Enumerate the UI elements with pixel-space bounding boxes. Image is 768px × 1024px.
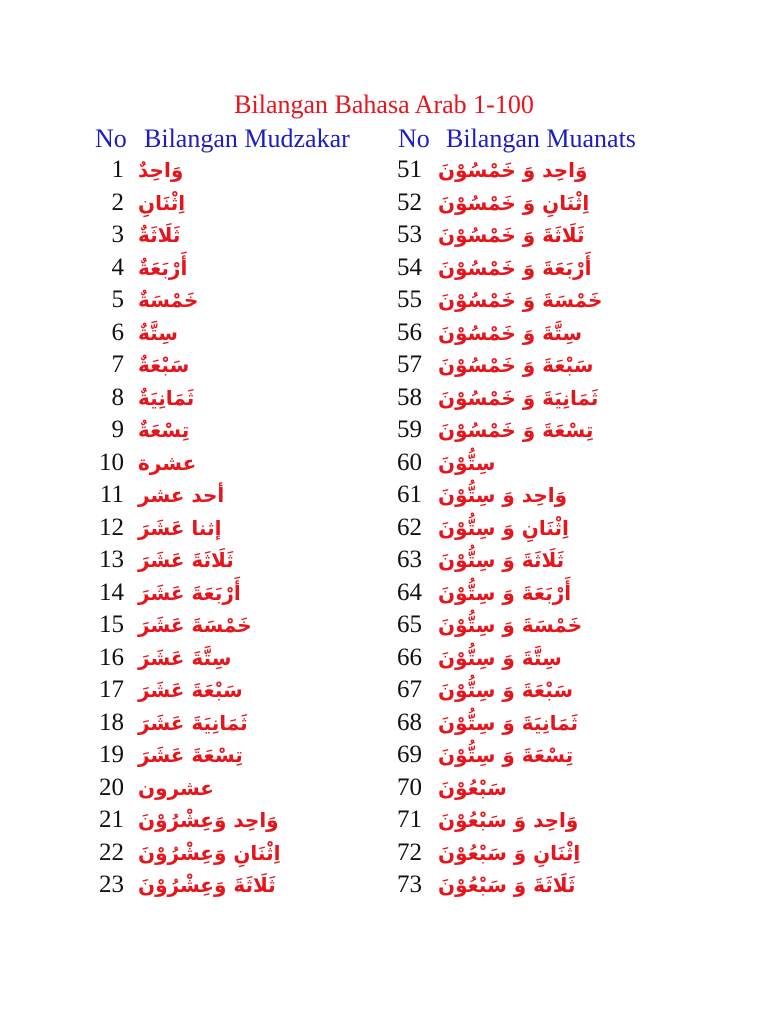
list-item	[94, 512, 434, 545]
arabic-number-word: خَمْسَةَ عَشَرَ	[138, 613, 252, 637]
row-number: 20	[99, 773, 124, 801]
list-item	[94, 317, 434, 350]
arabic-number-word: اِثْنَانِ	[138, 190, 186, 215]
row-number: 21	[99, 806, 124, 833]
row-number: 57	[397, 351, 422, 378]
row-number: 70	[397, 773, 422, 801]
list-item	[392, 219, 732, 252]
list-item	[94, 739, 434, 772]
arabic-number-word: سَبْعَةَ وَ خَمْسُوْنَ	[438, 353, 594, 377]
row-number: 55	[397, 286, 422, 313]
list-item	[392, 707, 732, 740]
arabic-number-word: سِتَّةَ عَشَرَ	[138, 645, 232, 670]
arabic-number-word: عشرون	[138, 775, 214, 800]
list-item	[392, 674, 732, 707]
arabic-number-word: سَبْعُوْنَ	[438, 775, 507, 800]
column-header-mudzakar: Bilangan Mudzakar	[144, 124, 350, 153]
row-number: 12	[99, 513, 124, 541]
list-item	[94, 544, 434, 577]
list-item	[392, 804, 732, 837]
list-item	[392, 772, 732, 805]
row-number: 6	[111, 318, 124, 346]
row-number: 8	[111, 383, 124, 411]
row-number: 61	[397, 481, 422, 508]
arabic-number-word: ثَلَاثَةَ عَشَرَ	[138, 548, 234, 572]
row-number: 62	[397, 513, 422, 541]
mudzakar-list	[94, 154, 434, 902]
row-number: 11	[99, 481, 124, 508]
list-item	[94, 187, 434, 220]
row-number: 59	[397, 416, 422, 443]
arabic-number-word: تِسْعَةَ وَ سِتُّوْنَ	[438, 743, 574, 767]
row-number: 68	[397, 708, 422, 736]
list-item	[392, 739, 732, 772]
list-item	[94, 869, 434, 902]
arabic-number-word: تِسْعَةَ عَشَرَ	[138, 743, 243, 767]
list-item	[94, 219, 434, 252]
arabic-number-word: سِتَّةَ وَ خَمْسُوْنَ	[438, 320, 583, 345]
arabic-number-word: أَرْبَعَةٌ	[138, 255, 188, 280]
row-number: 7	[111, 351, 124, 378]
arabic-number-word: سِتَّةَ وَ سِتُّوْنَ	[438, 645, 562, 670]
list-item	[392, 284, 732, 317]
arabic-number-word: تِسْعَةٌ	[138, 418, 190, 442]
arabic-number-word: اِثْنَانِ وَ سَبْعُوْنَ	[438, 840, 581, 865]
row-number: 71	[397, 806, 422, 833]
column-header-muanats: Bilangan Muanats	[446, 124, 636, 153]
list-item	[392, 252, 732, 285]
row-number: 23	[99, 871, 124, 898]
row-number: 52	[397, 188, 422, 216]
row-number: 19	[99, 741, 124, 768]
arabic-number-word: عشرة	[138, 450, 197, 475]
list-item	[94, 707, 434, 740]
list-item	[94, 447, 434, 480]
list-item	[392, 609, 732, 642]
arabic-number-word: وَاحِد وَعِشْرُوْنَ	[138, 808, 279, 832]
list-item	[392, 349, 732, 382]
column-header-no-right: No	[398, 124, 430, 153]
arabic-number-word: ثَلَاثَةَ وَ سِتُّوْنَ	[438, 548, 565, 572]
arabic-number-word: ثَلَاثَةٌ	[138, 223, 181, 247]
arabic-number-word: اِثْنَانِ وَعِشْرُوْنَ	[138, 840, 281, 865]
row-number: 18	[99, 708, 124, 736]
arabic-number-word: تِسْعَةَ وَ خَمْسُوْنَ	[438, 418, 594, 442]
list-item	[392, 837, 732, 870]
arabic-number-word: أَرْبَعَةَ وَ سِتُّوْنَ	[438, 580, 572, 605]
arabic-number-word: وَاحِدٌ	[138, 158, 184, 182]
arabic-number-word: خَمْسَةَ وَ سِتُّوْنَ	[438, 613, 583, 637]
row-number: 16	[99, 643, 124, 671]
row-number: 64	[397, 578, 422, 606]
row-number: 56	[397, 318, 422, 346]
arabic-number-word: سَبْعَةَ وَ سِتُّوْنَ	[438, 678, 574, 702]
list-item	[94, 837, 434, 870]
muanats-list	[392, 154, 732, 902]
row-number: 67	[397, 676, 422, 703]
row-number: 66	[397, 643, 422, 671]
list-item	[392, 382, 732, 415]
list-item	[392, 447, 732, 480]
arabic-number-word: وَاحِد وَ سِتُّوْنَ	[438, 483, 568, 507]
list-item	[94, 154, 434, 187]
arabic-number-word: وَاحِد وَ خَمْسُوْنَ	[438, 158, 588, 182]
row-number: 65	[397, 611, 422, 638]
list-item	[94, 479, 434, 512]
arabic-number-word: سِتُّوْنَ	[438, 450, 496, 475]
arabic-number-word: أَرْبَعَةَ وَ خَمْسُوْنَ	[438, 255, 592, 280]
arabic-number-word: سَبْعَةٌ	[138, 353, 190, 377]
row-number: 9	[111, 416, 124, 443]
list-item	[94, 284, 434, 317]
row-number: 2	[111, 188, 124, 216]
row-number: 15	[99, 611, 124, 638]
row-number: 22	[99, 838, 124, 866]
list-item	[94, 772, 434, 805]
list-item	[392, 479, 732, 512]
arabic-number-word: ثَلَاثَةَ وَ خَمْسُوْنَ	[438, 223, 585, 247]
arabic-number-word: اِثْنَانِ وَ خَمْسُوْنَ	[438, 190, 590, 215]
list-item	[392, 317, 732, 350]
list-item	[392, 512, 732, 545]
list-item	[94, 804, 434, 837]
row-number: 63	[397, 546, 422, 573]
page-title: Bilangan Bahasa Arab 1-100	[234, 90, 534, 119]
arabic-number-word: ثَلَاثَةَ وَ سَبْعُوْنَ	[438, 873, 576, 897]
list-item	[392, 187, 732, 220]
row-number: 14	[99, 578, 124, 606]
arabic-number-word: خَمْسَةَ وَ خَمْسُوْنَ	[438, 288, 603, 312]
arabic-number-word: أحد عشر	[138, 483, 225, 507]
row-number: 13	[99, 546, 124, 573]
arabic-number-word: ثَمَانِيَةَ وَ سِتُّوْنَ	[438, 710, 579, 735]
arabic-number-word: ثَلَاثَةَ وَعِشْرُوْنَ	[138, 873, 276, 897]
list-item	[94, 577, 434, 610]
row-number: 60	[397, 448, 422, 476]
row-number: 69	[397, 741, 422, 768]
row-number: 72	[397, 838, 422, 866]
list-item	[94, 252, 434, 285]
arabic-number-word: اِثْنَانِ وَ سِتُّوْنَ	[438, 515, 569, 540]
arabic-number-word: وَاحِد وَ سَبْعُوْنَ	[438, 808, 579, 832]
list-item	[392, 414, 732, 447]
list-item	[392, 544, 732, 577]
arabic-number-word: ثَمَانِيَةَ وَ خَمْسُوْنَ	[438, 385, 599, 410]
row-number: 1	[111, 156, 124, 183]
row-number: 54	[397, 253, 422, 281]
list-item	[94, 414, 434, 447]
row-number: 17	[99, 676, 124, 703]
row-number: 53	[397, 221, 422, 248]
column-header-no-left: No	[95, 124, 127, 153]
arabic-number-word: إثنا عَشَرَ	[138, 515, 222, 540]
arabic-number-word: خَمْسَةٌ	[138, 288, 199, 312]
list-item	[94, 349, 434, 382]
list-item	[392, 642, 732, 675]
list-item	[392, 577, 732, 610]
arabic-number-word: سَبْعَةَ عَشَرَ	[138, 678, 243, 702]
row-number: 3	[111, 221, 124, 248]
row-number: 73	[397, 871, 422, 898]
row-number: 58	[397, 383, 422, 411]
row-number: 4	[111, 253, 124, 281]
row-number: 51	[397, 156, 422, 183]
arabic-number-word: سِتَّةٌ	[138, 320, 178, 345]
arabic-number-word: أَرْبَعَةَ عَشَرَ	[138, 580, 241, 605]
row-number: 10	[99, 448, 124, 476]
row-number: 5	[111, 286, 124, 313]
list-item	[94, 642, 434, 675]
arabic-number-word: ثَمَانِيَةٌ	[138, 385, 195, 410]
list-item	[94, 609, 434, 642]
list-item	[392, 154, 732, 187]
list-item	[94, 674, 434, 707]
list-item	[392, 869, 732, 902]
list-item	[94, 382, 434, 415]
arabic-number-word: ثَمَانِيَةَ عَشَرَ	[138, 710, 248, 735]
